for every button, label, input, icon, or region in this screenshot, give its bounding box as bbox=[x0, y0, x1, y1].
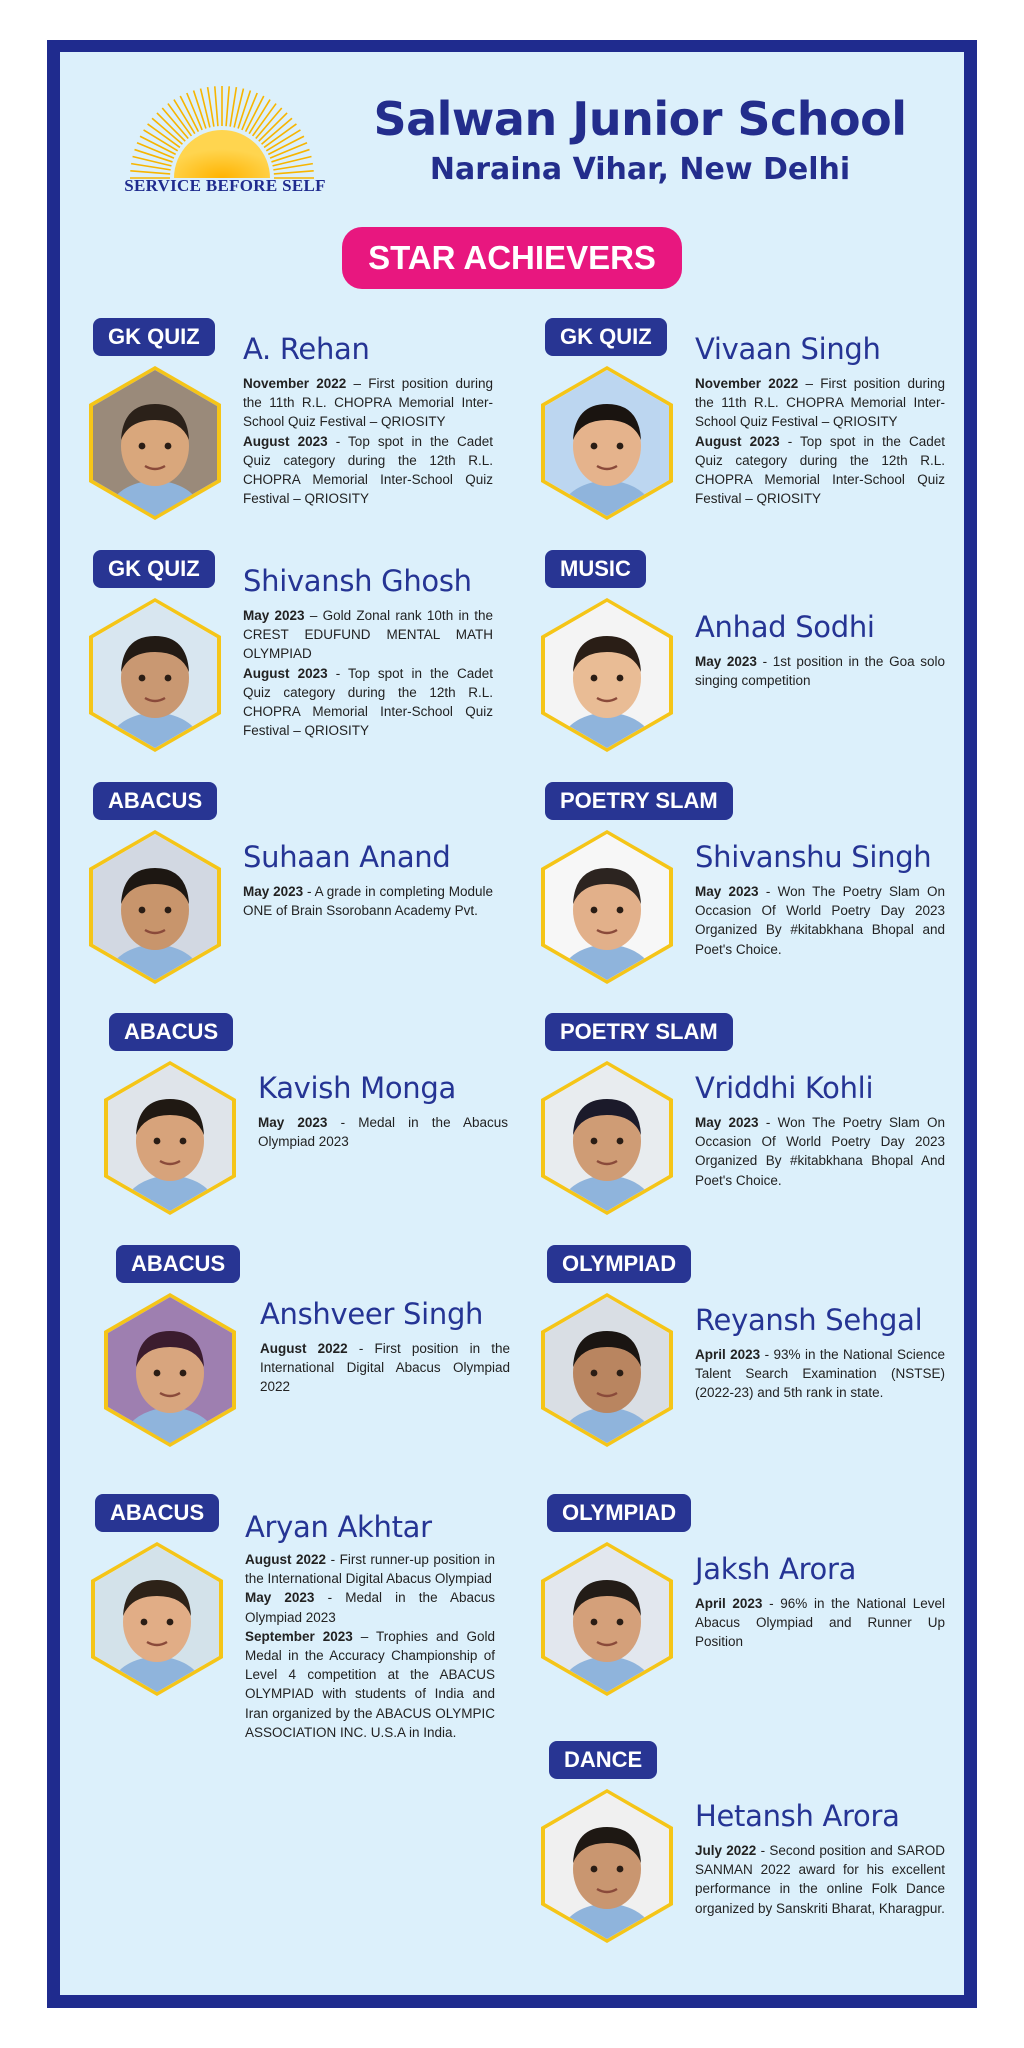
achievement-entry bbox=[695, 1345, 945, 1403]
student-photo bbox=[100, 1059, 240, 1217]
student-name: Vriddhi Kohli bbox=[695, 1071, 874, 1105]
student-photo bbox=[537, 1059, 677, 1217]
achievement-entry bbox=[695, 1841, 945, 1918]
student-name: Hetansh Arora bbox=[695, 1799, 900, 1833]
achievement-description bbox=[695, 1113, 945, 1190]
achiever-card bbox=[85, 550, 505, 770]
achievement-date: September 2023 bbox=[245, 1628, 353, 1644]
achievement-date: May 2023 bbox=[243, 884, 304, 899]
achievement-date: April 2023 bbox=[695, 1347, 761, 1362]
achievement-date: August 2022 bbox=[260, 1341, 348, 1356]
achievement-text: – Trophies and Gold Medal in the Accuracy Championship of Level 4 competition at the ABACUS OLYMPIAD with students of India and Iran organized by the ABACUS OLYMPIC ASSOCIATION INC. U.S.A in India. bbox=[245, 1628, 495, 1740]
achievement-description bbox=[243, 882, 493, 920]
category-tag: POETRY SLAM bbox=[545, 782, 733, 820]
achievement-description bbox=[245, 1550, 495, 1742]
achievement-entry bbox=[243, 432, 493, 509]
student-photo bbox=[85, 596, 225, 754]
achievement-text: - Second position and SAROD SANMAN 2022 award for his excellent performance in the online Folk Dance organized by Sanskriti Bharat, Kharagpur. bbox=[695, 1843, 945, 1916]
achievement-entry bbox=[243, 606, 493, 664]
achievement-date: May 2023 bbox=[695, 1115, 759, 1130]
achievement-description bbox=[695, 374, 945, 508]
achievement-description bbox=[260, 1339, 510, 1397]
student-name: Kavish Monga bbox=[258, 1071, 456, 1105]
category-tag: POETRY SLAM bbox=[545, 1013, 733, 1051]
student-name: A. Rehan bbox=[243, 332, 370, 366]
achievement-description bbox=[243, 374, 493, 508]
achievement-description bbox=[695, 1345, 945, 1403]
achiever-card bbox=[537, 782, 957, 1002]
achiever-card bbox=[537, 1013, 957, 1233]
category-tag: ABACUS bbox=[116, 1245, 240, 1283]
achievement-entry bbox=[245, 1627, 495, 1742]
achievement-date: November 2022 bbox=[243, 376, 347, 391]
logo-tagline: SERVICE BEFORE SELF bbox=[124, 176, 326, 195]
achiever-card bbox=[100, 1013, 520, 1233]
student-photo bbox=[87, 1540, 227, 1698]
achievement-entry bbox=[695, 374, 945, 432]
star-achievers-banner: STAR ACHIEVERS bbox=[342, 227, 682, 289]
achiever-card bbox=[87, 1494, 507, 1740]
student-photo bbox=[537, 1540, 677, 1698]
achievement-description bbox=[243, 606, 493, 740]
category-tag: OLYMPIAD bbox=[547, 1494, 691, 1532]
achievement-entry bbox=[243, 882, 493, 920]
achievement-date: May 2023 bbox=[695, 654, 757, 669]
achievement-text: - Top spot in the Cadet Quiz category during the 12th R.L. CHOPRA Memorial Inter-School Quiz Festival – QRIOSITY bbox=[243, 665, 493, 739]
achievement-text: - Won The Poetry Slam On Occasion Of World Poetry Day 2023 Organized By #kitabkhana Bhopal and Poet's Choice. bbox=[695, 884, 946, 957]
achievement-text: – First position during the 11th R.L. CHOPRA Memorial Inter-School Quiz Festival – QRIOSITY bbox=[695, 376, 946, 430]
achievement-date: August 2023 bbox=[243, 665, 328, 681]
achievement-text: - First position in the International Digital Abacus Olympiad 2022 bbox=[260, 1341, 511, 1395]
achievement-date: May 2023 bbox=[243, 608, 305, 623]
category-tag: MUSIC bbox=[545, 550, 646, 588]
school-location: Naraina Vihar, New Delhi bbox=[429, 152, 851, 187]
student-photo bbox=[100, 1291, 240, 1449]
student-name: Reyansh Sehgal bbox=[695, 1303, 923, 1337]
student-photo bbox=[537, 1787, 677, 1945]
achievement-text: - 93% in the National Science Talent Search Examination (NSTSE) (2022-23) and 5th rank in state. bbox=[695, 1347, 945, 1401]
achievement-text: - Top spot in the Cadet Quiz category during the 12th R.L. CHOPRA Memorial Inter-School Quiz Festival – QRIOSITY bbox=[243, 433, 493, 507]
student-photo bbox=[537, 1291, 677, 1449]
achievement-entry bbox=[695, 1113, 945, 1190]
student-photo bbox=[537, 828, 677, 986]
achiever-card bbox=[537, 318, 957, 538]
category-tag: ABACUS bbox=[93, 782, 217, 820]
category-tag: ABACUS bbox=[95, 1494, 219, 1532]
achievement-date: April 2023 bbox=[695, 1596, 763, 1611]
student-name: Aryan Akhtar bbox=[245, 1510, 432, 1544]
achievement-entry bbox=[695, 882, 945, 959]
achievement-text: - Medal in the Abacus Olympiad 2023 bbox=[258, 1115, 509, 1150]
category-tag: DANCE bbox=[549, 1741, 657, 1779]
category-tag: GK QUIZ bbox=[93, 550, 215, 588]
student-photo bbox=[85, 364, 225, 522]
achiever-card bbox=[85, 782, 505, 1002]
achievement-date: November 2022 bbox=[695, 376, 799, 391]
achiever-card bbox=[537, 1494, 957, 1714]
achievement-entry bbox=[245, 1550, 495, 1588]
achievement-description bbox=[258, 1113, 508, 1151]
achievement-entry bbox=[695, 1594, 945, 1652]
achiever-card bbox=[537, 550, 957, 770]
achievement-entry bbox=[243, 664, 493, 741]
category-tag: ABACUS bbox=[109, 1013, 233, 1051]
achievement-entry bbox=[695, 652, 945, 690]
achiever-card bbox=[100, 1245, 520, 1465]
achiever-card bbox=[537, 1741, 957, 1961]
category-tag: GK QUIZ bbox=[545, 318, 667, 356]
student-name: Suhaan Anand bbox=[243, 840, 451, 874]
student-name: Anshveer Singh bbox=[260, 1297, 484, 1331]
school-name: Salwan Junior School bbox=[373, 92, 907, 146]
achievement-text: - First runner-up position in the International Digital Abacus Olympiad bbox=[245, 1552, 495, 1587]
student-name: Shivansh Ghosh bbox=[243, 564, 472, 598]
student-name: Anhad Sodhi bbox=[695, 610, 875, 644]
category-tag: OLYMPIAD bbox=[547, 1245, 691, 1283]
achievement-entry bbox=[260, 1339, 510, 1397]
achievement-date: August 2023 bbox=[243, 433, 328, 449]
student-name: Vivaan Singh bbox=[695, 332, 881, 366]
achievement-date: August 2022 bbox=[245, 1552, 327, 1567]
student-photo bbox=[537, 364, 677, 522]
achievement-description bbox=[695, 1594, 945, 1652]
achiever-card bbox=[85, 318, 505, 538]
student-name: Jaksh Arora bbox=[695, 1552, 857, 1586]
achievement-date: May 2023 bbox=[245, 1590, 315, 1606]
achievement-entry bbox=[245, 1588, 495, 1626]
achievement-text: - Won The Poetry Slam On Occasion Of World Poetry Day 2023 Organized By #kitabkhana Bhopal And Poet's Choice. bbox=[695, 1115, 946, 1188]
category-tag: GK QUIZ bbox=[93, 318, 215, 356]
achievement-text: - 96% in the National Level Abacus Olympiad and Runner Up Position bbox=[695, 1596, 945, 1650]
achievement-text: - Top spot in the Cadet Quiz category during the 12th R.L. CHOPRA Memorial Inter-School Quiz Festival – QRIOSITY bbox=[695, 433, 945, 507]
achievement-text: – Gold Zonal rank 10th in the CREST EDUFUND MENTAL MATH OLYMPIAD bbox=[243, 608, 493, 662]
achievement-text: - Medal in the Abacus Olympiad 2023 bbox=[245, 1590, 496, 1625]
achievement-entry bbox=[243, 374, 493, 432]
achievement-description bbox=[695, 652, 945, 690]
achievement-entry bbox=[258, 1113, 508, 1151]
achievement-text: - 1st position in the Goa solo singing competition bbox=[695, 654, 945, 689]
achievement-entry bbox=[695, 432, 945, 509]
achievement-date: May 2023 bbox=[695, 884, 759, 899]
achievement-text: - A grade in completing Module ONE of Brain Ssorobann Academy Pvt. bbox=[243, 884, 493, 919]
student-photo bbox=[85, 828, 225, 986]
achievement-date: May 2023 bbox=[258, 1115, 328, 1130]
achievement-description bbox=[695, 882, 945, 959]
student-photo bbox=[537, 596, 677, 754]
student-name: Shivanshu Singh bbox=[695, 840, 932, 874]
achievement-text: – First position during the 11th R.L. CHOPRA Memorial Inter-School Quiz Festival – QRIOSITY bbox=[243, 376, 494, 430]
achiever-card bbox=[537, 1245, 957, 1465]
achievement-date: July 2022 bbox=[695, 1843, 757, 1858]
achievement-description bbox=[695, 1841, 945, 1918]
achievement-date: August 2023 bbox=[695, 433, 780, 449]
